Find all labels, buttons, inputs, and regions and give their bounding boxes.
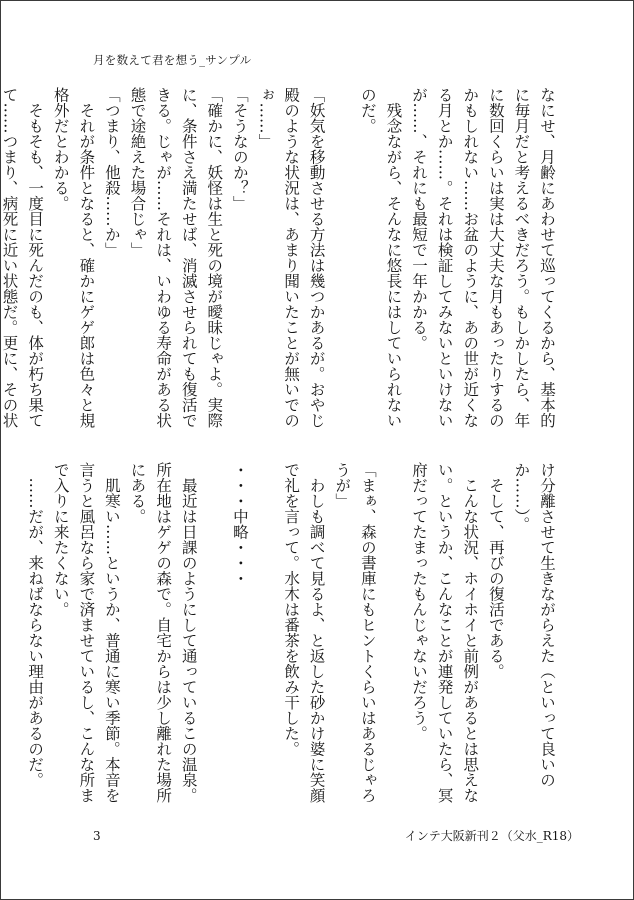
footer-book-title: インテ大阪新刊２（父水_R18） <box>404 829 579 843</box>
page-number: 3 <box>93 829 101 843</box>
running-header-title: 月を数えて君を想う_サンプル <box>93 53 252 67</box>
upper-text-block: なにせ、月齢にあわせて巡ってくるから、基本的に毎月だと考えるべきだろう。もしかしたら、年に数回くらいは実は大丈夫な月もあったりするのかもしれない……お盆のように、あの世が近くなる月とか……。それは検証してみないといけないが……、それにも最短で一年かかる。 残念ながら、そんなに悠長にはしていられないのだ。 「妖気を移動させる方法は幾つかあるが。おやじ殿のような状況は、あまり聞いたことが無いでのぉ……」 「そうなのか？」 「確かに、妖怪は生と死の境が曖昧じゃよ。実際に、条件さえ満たせば、消滅させられても復活できる。じゃが……それは、いわゆる寿命がある状態で途絶えた場合じゃ」 「つまり、他殺……か」 それが条件となると、確かにゲゲ郎は色々と規格外だとわかる。 そもそも、一度目に死んだのも、体が朽ち果てて……つまり、病死に近い状態だ。更に、その状 <box>0 87 556 428</box>
lower-text-block: け分離させて生きながらえた（といって良いのか……）。 そして、再びの復活である。 こんな状況、ホイホイと前例があるとは思えない。というか、こんなことが連発していたら、冥府だってたまったもんじゃないだろう。 「まぁ、森の書庫にもヒントくらいはあるじゃろうが」 わしも調べて見るよ、と返した砂かけ婆に笑顔で礼を言って。水木は番茶を飲み干した。 ・・・中略・・・ 最近は日課のようにして通っているこの温泉。所在地はゲゲの森で。自宅からは少し離れた場所にある。 肌寒い……というか、普通に寒い季節。本音を言うと風呂なら家で済ませているし、こんな所まで入りに来たくない。 ……だが、来ねばならない理由があるのだ。 <box>26 462 556 803</box>
